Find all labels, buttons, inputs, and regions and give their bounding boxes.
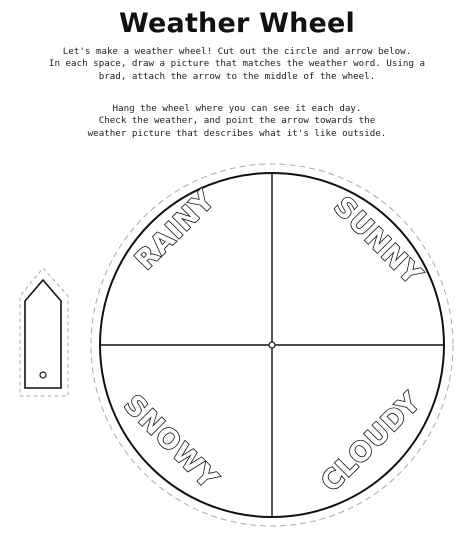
label-cloudy: CLOUDY xyxy=(315,386,428,499)
label-sunny: SUNNY xyxy=(327,191,428,292)
instruction-line: In each space, draw a picture that matches the weather word. Using a xyxy=(48,58,426,70)
arrow-cutout[interactable] xyxy=(20,268,68,396)
page-title: Weather Wheel xyxy=(119,8,355,39)
instruction-line: Check the weather, and point the arrow towards the xyxy=(98,115,376,127)
label-rainy: RAINY xyxy=(129,184,222,277)
instruction-line: Hang the wheel where you can see it each day. xyxy=(112,103,362,114)
wheel-center-hole xyxy=(269,342,275,348)
weather-wheel[interactable] xyxy=(100,173,444,517)
instruction-line: weather picture that describes what it's like outside. xyxy=(87,127,387,139)
label-snowy: SNOWY xyxy=(117,389,224,496)
instruction-line: brad, attach the arrow to the middle of the wheel. xyxy=(98,70,376,82)
instruction-line: Let's make a weather wheel! Cut out the circle and arrow below. xyxy=(62,46,412,57)
